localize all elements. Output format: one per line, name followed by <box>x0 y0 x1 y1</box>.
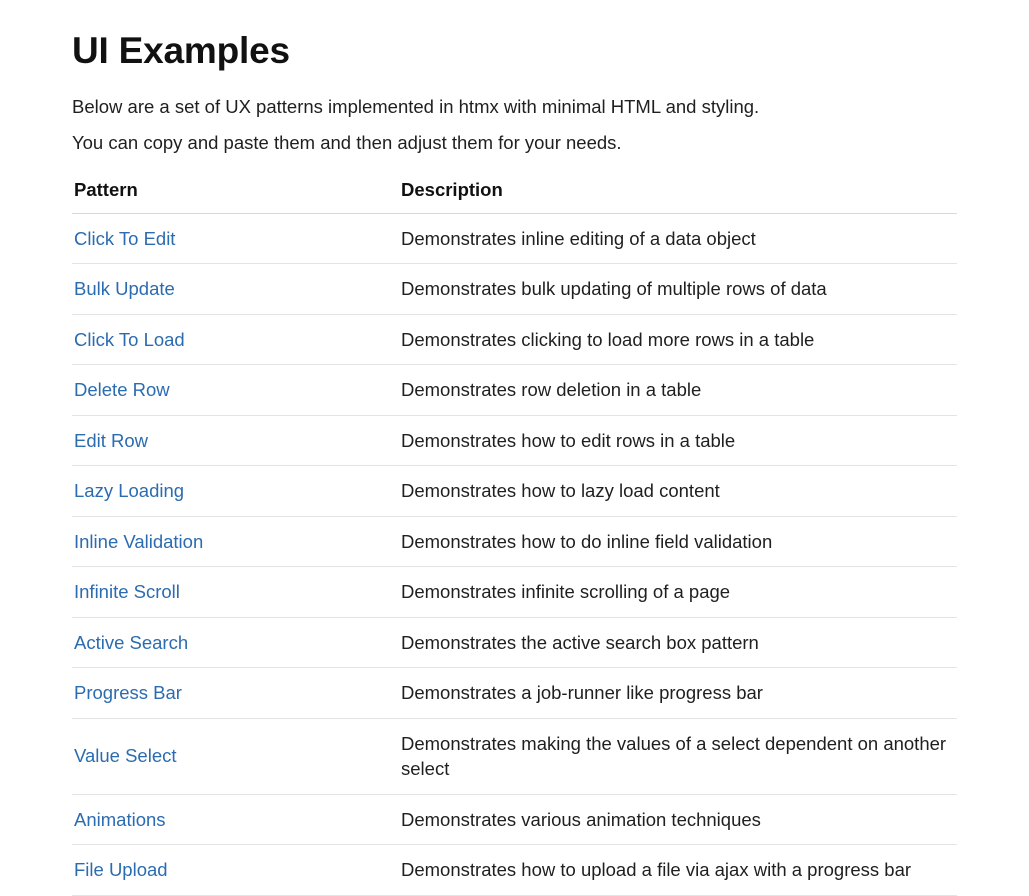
description-cell: Demonstrates how to upload a file via ajax with a progress bar <box>387 845 957 896</box>
table-body <box>72 213 957 895</box>
pattern-cell <box>72 718 387 794</box>
table-row <box>72 314 957 365</box>
table-row <box>72 516 957 567</box>
pattern-link-active-search[interactable]: Active Search <box>74 631 189 653</box>
pattern-link-inline-validation[interactable]: Inline Validation <box>74 530 204 552</box>
description-cell: Demonstrates how to edit rows in a table <box>387 415 957 466</box>
description-cell: Demonstrates how to do inline field validation <box>387 516 957 567</box>
description-cell: Demonstrates the active search box pattern <box>387 617 957 668</box>
table-row <box>72 845 957 896</box>
table-header <box>72 179 957 214</box>
description-cell: Demonstrates a job-runner like progress bar <box>387 668 957 719</box>
table-row <box>72 466 957 517</box>
table-row <box>72 264 957 315</box>
column-header-description: Description <box>387 179 957 214</box>
pattern-link-lazy-loading[interactable]: Lazy Loading <box>74 480 185 502</box>
table-row <box>72 415 957 466</box>
pattern-cell <box>72 617 387 668</box>
pattern-cell <box>72 264 387 315</box>
table-row <box>72 365 957 416</box>
table-row <box>72 794 957 845</box>
pattern-cell <box>72 794 387 845</box>
table-row <box>72 668 957 719</box>
intro-paragraph-2: You can copy and paste them and then adjust them for your needs. <box>72 132 622 154</box>
pattern-link-click-to-load[interactable]: Click To Load <box>74 328 185 350</box>
page-title: UI Examples <box>72 30 290 71</box>
description-cell: Demonstrates clicking to load more rows in a table <box>387 314 957 365</box>
description-cell: Demonstrates how to lazy load content <box>387 466 957 517</box>
description-cell: Demonstrates infinite scrolling of a page <box>387 567 957 618</box>
column-header-pattern: Pattern <box>72 179 387 214</box>
pattern-cell <box>72 415 387 466</box>
description-cell: Demonstrates row deletion in a table <box>387 365 957 416</box>
pattern-link-click-to-edit[interactable]: Click To Edit <box>74 227 176 249</box>
pattern-link-progress-bar[interactable]: Progress Bar <box>74 682 182 704</box>
table-header-row <box>72 179 957 214</box>
pattern-link-file-upload[interactable]: File Upload <box>74 859 168 881</box>
table-row <box>72 617 957 668</box>
description-cell: Demonstrates various animation techniques <box>387 794 957 845</box>
pattern-link-infinite-scroll[interactable]: Infinite Scroll <box>74 581 180 603</box>
pattern-link-delete-row[interactable]: Delete Row <box>74 379 170 401</box>
pattern-cell <box>72 845 387 896</box>
pattern-cell <box>72 365 387 416</box>
pattern-cell <box>72 567 387 618</box>
description-cell: Demonstrates inline editing of a data object <box>387 213 957 264</box>
ui-examples-table <box>72 179 957 896</box>
pattern-cell <box>72 516 387 567</box>
pattern-link-edit-row[interactable]: Edit Row <box>74 429 149 451</box>
pattern-cell <box>72 314 387 365</box>
pattern-link-animations[interactable]: Animations <box>74 808 166 830</box>
pattern-cell <box>72 466 387 517</box>
pattern-link-bulk-update[interactable]: Bulk Update <box>74 278 175 300</box>
table-row <box>72 213 957 264</box>
pattern-cell <box>72 668 387 719</box>
pattern-cell <box>72 213 387 264</box>
table-row <box>72 718 957 794</box>
description-cell: Demonstrates bulk updating of multiple rows of data <box>387 264 957 315</box>
table-row <box>72 567 957 618</box>
pattern-link-value-select[interactable]: Value Select <box>74 745 177 767</box>
description-cell: Demonstrates making the values of a select dependent on another select <box>387 718 957 794</box>
intro-paragraph-1: Below are a set of UX patterns implemented in htmx with minimal HTML and styling. <box>72 96 760 117</box>
